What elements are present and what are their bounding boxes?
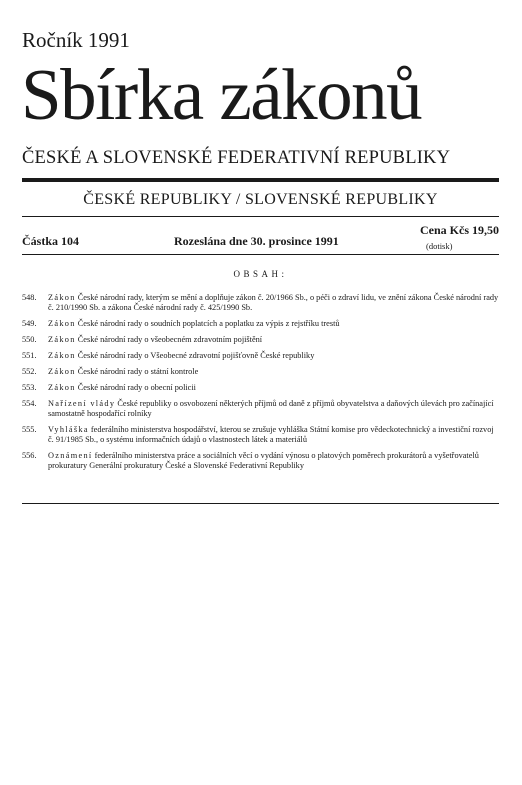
- contents-heading: OBSAH:: [233, 269, 288, 279]
- divider: [22, 216, 499, 217]
- list-item: [22, 425, 499, 445]
- item-number: 551.: [22, 351, 37, 360]
- item-type: Zákon: [48, 367, 76, 376]
- issue-number: Částka 104: [22, 234, 80, 248]
- item-description: České národní rady o soudních poplatcích a poplatku za výpis z rejstříku trestů: [75, 319, 340, 328]
- item-type: Vyhláška: [48, 425, 89, 434]
- bottom-divider: [22, 503, 499, 504]
- item-number: 553.: [22, 383, 37, 392]
- item-number: 555.: [22, 425, 37, 434]
- list-item: [22, 383, 499, 393]
- item-number: 552.: [22, 367, 37, 376]
- list-item: [22, 335, 499, 345]
- item-type: Zákon: [48, 293, 76, 302]
- item-type: Zákon: [48, 383, 76, 392]
- item-description: České republiky o osvobození některých příjmů od daně z příjmů obyvatelstva a daňových úlevách pro začínající samostatně hospodařící rolníky: [48, 399, 494, 418]
- list-item: [22, 351, 499, 361]
- divider: [22, 254, 499, 255]
- list-item: [22, 293, 499, 313]
- list-item: [22, 319, 499, 329]
- republics-line: ČESKÉ REPUBLIKY / SLOVENSKÉ REPUBLIKY: [83, 191, 438, 208]
- list-item: [22, 451, 499, 471]
- item-description: České národní rady, kterým se mění a doplňuje zákon č. 20/1966 Sb., o péči o zdraví lidu, ve znění zákona České národní rady č. 210/1990 Sb. a zákona České národní rady č. 425/1990 Sb.: [48, 293, 499, 312]
- list-item: [22, 399, 499, 419]
- item-type: Zákon: [48, 335, 76, 344]
- volume-year: Ročník 1991: [22, 28, 130, 52]
- item-number: 549.: [22, 319, 37, 328]
- page-title: Sbírka zákonů: [21, 54, 422, 135]
- price: Cena Kčs 19,50: [420, 223, 499, 237]
- thick-divider: [22, 178, 499, 182]
- item-description: České národní rady o Všeobecné zdravotní pojišťovně České republiky: [75, 351, 315, 360]
- item-type: Zákon: [48, 351, 76, 360]
- reprint-note: (dotisk): [426, 241, 453, 251]
- item-number: 550.: [22, 335, 37, 344]
- item-number: 554.: [22, 399, 37, 408]
- contents-list: [22, 293, 499, 477]
- item-description: federálního ministerstva hospodářství, kterou se zrušuje vyhláška Státní komise pro vědeckotechnický a investiční rozvoj č. 91/1985 Sb., o systému informačních údajů o vlastnostech látek a materiálů: [48, 425, 494, 444]
- item-description: České národní rady o všeobecném zdravotním pojištění: [75, 335, 263, 344]
- item-description: České národní rady o obecní policii: [75, 383, 196, 392]
- distribution-date: Rozeslána dne 30. prosince 1991: [174, 234, 339, 248]
- item-number: 556.: [22, 451, 37, 460]
- item-description: České národní rady o státní kontrole: [75, 367, 199, 376]
- item-description: federálního ministerstva práce a sociálních věcí o vydání výnosu o platových poměrech prokurátorů a vyšetřovatelů prokuratury Generální prokuratury České a Slovenské Federativní Republiky: [48, 451, 479, 470]
- item-type: Oznámení: [48, 451, 93, 460]
- item-type: Zákon: [48, 319, 76, 328]
- list-item: [22, 367, 499, 377]
- item-number: 548.: [22, 293, 37, 302]
- page-subtitle: ČESKÉ A SLOVENSKÉ FEDERATIVNÍ REPUBLIKY: [22, 148, 451, 168]
- item-type: Nařízení vlády: [48, 399, 116, 408]
